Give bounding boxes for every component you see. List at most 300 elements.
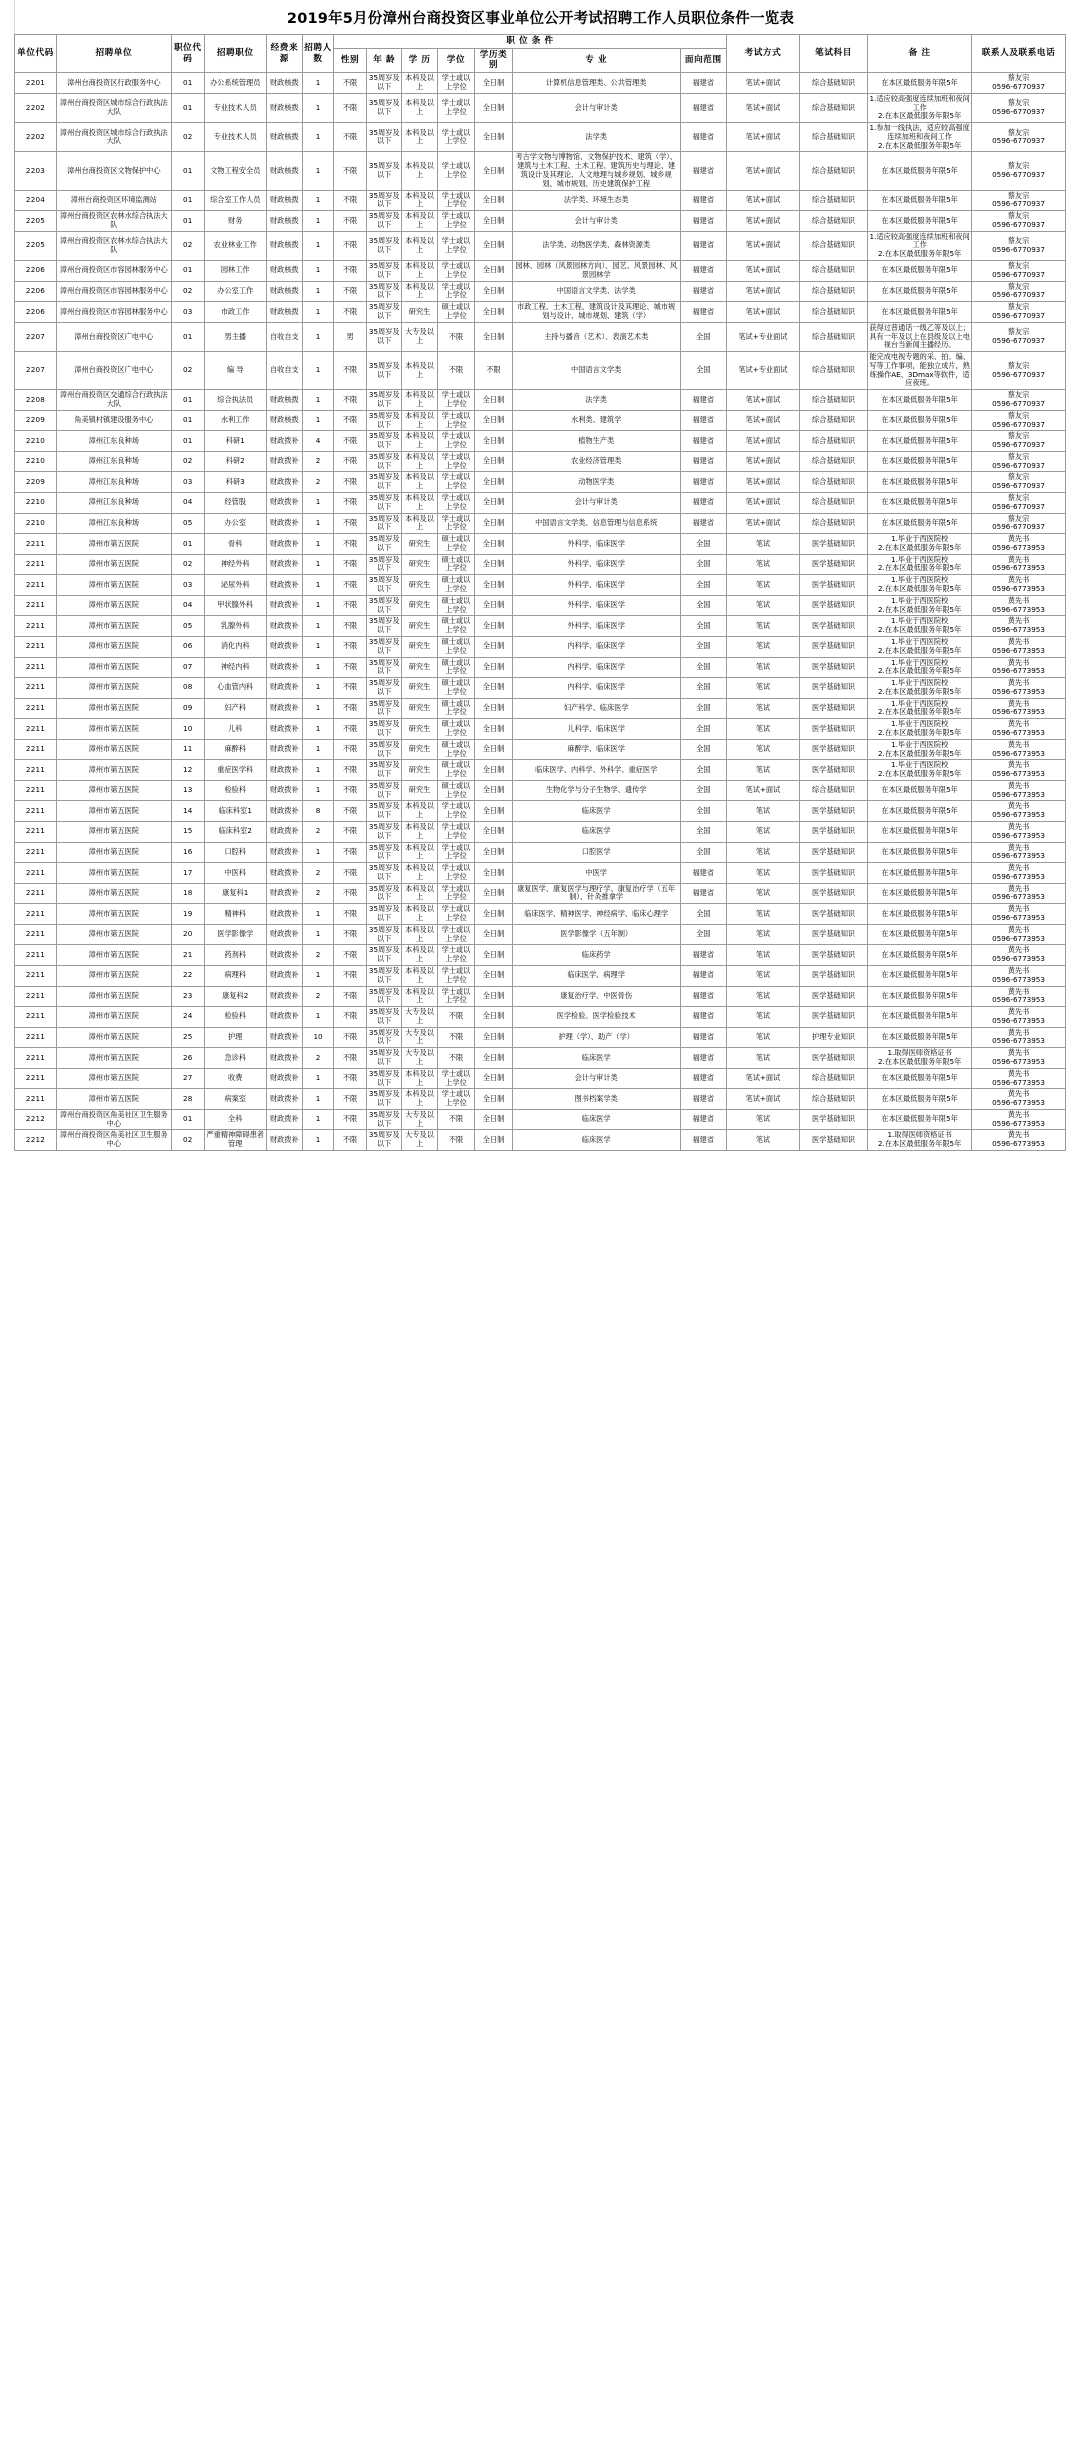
cell-education-type: 全日制 (475, 123, 513, 152)
cell-education-type: 全日制 (475, 322, 513, 351)
contact-phone: 0596-6773953 (992, 1036, 1045, 1046)
contact-name: 黄先书 (1007, 822, 1030, 832)
cell-sex: 不限 (333, 719, 366, 740)
cell-major: 外科学、临床医学 (512, 534, 680, 555)
contact-phone: 0596-6770937 (992, 460, 1045, 470)
cell-remarks: 在本区最低服务年限5年 (868, 842, 972, 863)
cell-sex: 不限 (333, 302, 366, 323)
cell-exam-method: 笔试 (726, 1130, 799, 1151)
cell-exam-method: 笔试 (726, 924, 799, 945)
cell-age: 35周岁及以下 (367, 431, 402, 452)
cell-major: 临床医学、内科学、外科学、重症医学 (512, 760, 680, 781)
cell-education-type: 全日制 (475, 1109, 513, 1130)
th-position-conditions-group: 职 位 条 件 (333, 35, 726, 49)
cell-degree: 学士或以上学位 (437, 1068, 475, 1089)
cell-position-name: 神经内科 (204, 657, 266, 678)
cell-education: 研究生 (402, 657, 437, 678)
cell-contact (972, 93, 1066, 122)
cell-remarks: 在本区最低服务年限5年 (868, 986, 972, 1007)
cell-funding-source: 财政核拨 (266, 281, 302, 302)
cell-remarks: 1.参加一线执法，适应较高强度连续加班和夜间工作 2.在本区最低服务年限5年 (868, 123, 972, 152)
cell-education-type: 全日制 (475, 616, 513, 637)
cell-major: 图书档案学类 (512, 1089, 680, 1110)
cell-position-code: 01 (171, 261, 204, 282)
cell-headcount: 2 (303, 451, 334, 472)
contact-name: 蔡友宗 (1007, 127, 1030, 137)
cell-funding-source: 财政拨补 (266, 554, 302, 575)
cell-funding-source: 财政核拨 (266, 152, 302, 190)
cell-age: 35周岁及以下 (367, 575, 402, 596)
cell-funding-source: 财政拨补 (266, 636, 302, 657)
cell-position-code: 01 (171, 410, 204, 431)
cell-written-subject: 医学基础知识 (799, 863, 867, 884)
table-row (15, 965, 1066, 986)
cell-funding-source: 财政核拨 (266, 390, 302, 411)
cell-education: 本科及以上 (402, 1068, 437, 1089)
cell-written-subject: 综合基础知识 (799, 1089, 867, 1110)
cell-position-code: 01 (171, 1109, 204, 1130)
cell-education: 本科及以上 (402, 190, 437, 211)
contact-name: 黄先书 (1007, 801, 1030, 811)
th-funding-source: 经费来源 (266, 35, 302, 73)
cell-scope: 福建省 (680, 1007, 726, 1028)
table-row (15, 322, 1066, 351)
cell-degree: 硕士或以上学位 (437, 616, 475, 637)
cell-funding-source: 财政拨补 (266, 534, 302, 555)
cell-written-subject: 综合基础知识 (799, 211, 867, 232)
cell-unit-code: 2211 (15, 1007, 57, 1028)
cell-position-code: 02 (171, 451, 204, 472)
cell-degree: 硕士或以上学位 (437, 760, 475, 781)
contact-phone: 0596-6770937 (992, 136, 1045, 146)
cell-education: 本科及以上 (402, 493, 437, 514)
cell-age: 35周岁及以下 (367, 1007, 402, 1028)
cell-remarks: 在本区最低服务年限5年 (868, 822, 972, 843)
cell-position-name: 医学影像学 (204, 924, 266, 945)
th-degree: 学位 (437, 48, 475, 72)
cell-headcount: 1 (303, 410, 334, 431)
cell-written-subject: 综合基础知识 (799, 152, 867, 190)
cell-position-code: 13 (171, 780, 204, 801)
cell-headcount: 1 (303, 390, 334, 411)
table-row (15, 451, 1066, 472)
cell-exam-method: 笔试 (726, 1109, 799, 1130)
cell-position-code: 01 (171, 190, 204, 211)
cell-headcount: 1 (303, 554, 334, 575)
cell-funding-source: 财政拨补 (266, 1007, 302, 1028)
cell-funding-source: 财政核拨 (266, 302, 302, 323)
cell-headcount: 1 (303, 616, 334, 637)
cell-degree: 不限 (437, 1007, 475, 1028)
cell-age: 35周岁及以下 (367, 190, 402, 211)
contact-phone: 0596-6773953 (992, 892, 1045, 902)
cell-age: 35周岁及以下 (367, 390, 402, 411)
cell-contact (972, 493, 1066, 514)
cell-funding-source: 财政拨补 (266, 1068, 302, 1089)
cell-unit-code: 2211 (15, 780, 57, 801)
table-row (15, 883, 1066, 904)
contact-name: 黄先书 (1007, 760, 1030, 770)
cell-written-subject: 综合基础知识 (799, 352, 867, 390)
cell-position-name: 检验科 (204, 1007, 266, 1028)
contact-phone: 0596-6773953 (992, 974, 1045, 984)
cell-education-type: 全日制 (475, 924, 513, 945)
cell-position-code: 03 (171, 472, 204, 493)
cell-degree: 学士或以上学位 (437, 73, 475, 94)
cell-unit-name: 漳州市第五医院 (56, 1007, 171, 1028)
cell-age: 35周岁及以下 (367, 924, 402, 945)
cell-age: 35周岁及以下 (367, 801, 402, 822)
cell-headcount: 1 (303, 1007, 334, 1028)
cell-contact (972, 760, 1066, 781)
contact-name: 黄先书 (1007, 965, 1030, 975)
cell-education: 研究生 (402, 760, 437, 781)
cell-position-name: 编 导 (204, 352, 266, 390)
cell-education-type: 全日制 (475, 211, 513, 232)
cell-exam-method: 笔试 (726, 801, 799, 822)
cell-position-code: 21 (171, 945, 204, 966)
cell-major: 医学检验、医学检验技术 (512, 1007, 680, 1028)
cell-education-type: 全日制 (475, 842, 513, 863)
cell-scope: 全国 (680, 616, 726, 637)
cell-scope: 全国 (680, 595, 726, 616)
cell-written-subject: 综合基础知识 (799, 780, 867, 801)
cell-funding-source: 财政拨补 (266, 822, 302, 843)
cell-education-type: 全日制 (475, 410, 513, 431)
cell-unit-code: 2210 (15, 513, 57, 534)
cell-degree: 不限 (437, 352, 475, 390)
cell-headcount: 1 (303, 1109, 334, 1130)
cell-exam-method: 笔试+面试 (726, 1089, 799, 1110)
cell-unit-name: 漳州江东良种场 (56, 472, 171, 493)
cell-position-code: 05 (171, 616, 204, 637)
cell-position-code: 16 (171, 842, 204, 863)
cell-education: 研究生 (402, 616, 437, 637)
cell-sex: 不限 (333, 924, 366, 945)
cell-unit-code: 2211 (15, 1048, 57, 1069)
cell-scope: 全国 (680, 822, 726, 843)
cell-position-code: 28 (171, 1089, 204, 1110)
cell-remarks: 在本区最低服务年限5年 (868, 302, 972, 323)
cell-sex: 不限 (333, 472, 366, 493)
cell-education: 本科及以上 (402, 472, 437, 493)
cell-education: 本科及以上 (402, 986, 437, 1007)
contact-phone: 0596-6770937 (992, 170, 1045, 180)
contact-phone: 0596-6770937 (992, 440, 1045, 450)
cell-written-subject: 医学基础知识 (799, 719, 867, 740)
cell-age: 35周岁及以下 (367, 152, 402, 190)
cell-education: 研究生 (402, 739, 437, 760)
cell-scope: 全国 (680, 698, 726, 719)
cell-position-name: 文物工程安全员 (204, 152, 266, 190)
cell-unit-name: 漳州江东良种场 (56, 431, 171, 452)
cell-education-type: 全日制 (475, 678, 513, 699)
cell-education-type: 全日制 (475, 883, 513, 904)
cell-sex: 不限 (333, 73, 366, 94)
th-major: 专 业 (512, 48, 680, 72)
cell-written-subject: 医学基础知识 (799, 842, 867, 863)
cell-sex: 不限 (333, 883, 366, 904)
cell-exam-method: 笔试 (726, 636, 799, 657)
cell-remarks: 1.毕业于西医院校 2.在本区最低服务年限5年 (868, 698, 972, 719)
cell-unit-name: 漳州市第五医院 (56, 863, 171, 884)
cell-scope: 全国 (680, 554, 726, 575)
contact-phone: 0596-6773953 (992, 830, 1045, 840)
table-row (15, 575, 1066, 596)
cell-contact (972, 431, 1066, 452)
contact-phone: 0596-6770937 (992, 290, 1045, 300)
cell-scope: 全国 (680, 801, 726, 822)
table-row (15, 231, 1066, 260)
cell-contact (972, 986, 1066, 1007)
cell-scope: 全国 (680, 924, 726, 945)
cell-remarks: 在本区最低服务年限5年 (868, 513, 972, 534)
cell-age: 35周岁及以下 (367, 965, 402, 986)
cell-education: 研究生 (402, 780, 437, 801)
cell-unit-name: 漳州市第五医院 (56, 616, 171, 637)
cell-scope: 福建省 (680, 1048, 726, 1069)
cell-education: 本科及以上 (402, 281, 437, 302)
cell-position-name: 临床科室1 (204, 801, 266, 822)
cell-education: 大专及以上 (402, 1109, 437, 1130)
cell-remarks: 在本区最低服务年限5年 (868, 1068, 972, 1089)
cell-funding-source: 财政拨补 (266, 883, 302, 904)
cell-written-subject: 综合基础知识 (799, 302, 867, 323)
cell-scope: 全国 (680, 904, 726, 925)
cell-headcount: 2 (303, 822, 334, 843)
cell-contact (972, 863, 1066, 884)
cell-exam-method: 笔试+面试 (726, 302, 799, 323)
cell-contact (972, 595, 1066, 616)
cell-sex: 不限 (333, 152, 366, 190)
cell-written-subject: 医学基础知识 (799, 616, 867, 637)
cell-exam-method: 笔试+面试 (726, 93, 799, 122)
cell-education: 本科及以上 (402, 352, 437, 390)
cell-contact (972, 322, 1066, 351)
contact-phone: 0596-6773953 (992, 871, 1045, 881)
contact-phone: 0596-6770937 (992, 269, 1045, 279)
cell-major: 计算机信息管理类、公共管理类 (512, 73, 680, 94)
cell-written-subject: 医学基础知识 (799, 636, 867, 657)
cell-written-subject: 综合基础知识 (799, 231, 867, 260)
table-row (15, 801, 1066, 822)
cell-major: 妇产科学、临床医学 (512, 698, 680, 719)
cell-position-code: 01 (171, 322, 204, 351)
contact-phone: 0596-6773953 (992, 995, 1045, 1005)
table-row (15, 842, 1066, 863)
table-row (15, 472, 1066, 493)
cell-education: 本科及以上 (402, 842, 437, 863)
cell-funding-source: 财政拨补 (266, 986, 302, 1007)
cell-written-subject: 护理专业知识 (799, 1027, 867, 1048)
cell-exam-method: 笔试 (726, 842, 799, 863)
cell-age: 35周岁及以下 (367, 863, 402, 884)
cell-unit-name: 漳州市第五医院 (56, 1068, 171, 1089)
cell-written-subject: 综合基础知识 (799, 123, 867, 152)
cell-age: 35周岁及以下 (367, 1068, 402, 1089)
cell-funding-source: 财政拨补 (266, 1089, 302, 1110)
cell-sex: 不限 (333, 1068, 366, 1089)
table-row (15, 302, 1066, 323)
cell-education-type: 全日制 (475, 945, 513, 966)
cell-sex: 不限 (333, 1027, 366, 1048)
cell-contact (972, 231, 1066, 260)
table-row (15, 73, 1066, 94)
cell-written-subject: 综合基础知识 (799, 190, 867, 211)
cell-education-type: 全日制 (475, 281, 513, 302)
cell-major: 中医学 (512, 863, 680, 884)
cell-position-code: 04 (171, 493, 204, 514)
cell-remarks: 在本区最低服务年限5年 (868, 1027, 972, 1048)
cell-funding-source: 财政拨补 (266, 801, 302, 822)
cell-contact (972, 451, 1066, 472)
cell-unit-code: 2211 (15, 863, 57, 884)
cell-education: 大专及以上 (402, 322, 437, 351)
cell-scope: 福建省 (680, 73, 726, 94)
th-unit-code: 单位代码 (15, 35, 57, 73)
cell-education-type: 全日制 (475, 1068, 513, 1089)
cell-remarks: 在本区最低服务年限5年 (868, 904, 972, 925)
cell-education: 本科及以上 (402, 904, 437, 925)
cell-scope: 全国 (680, 678, 726, 699)
cell-remarks: 1.毕业于西医院校 2.在本区最低服务年限5年 (868, 739, 972, 760)
cell-written-subject: 医学基础知识 (799, 657, 867, 678)
contact-phone: 0596-6770937 (992, 106, 1045, 116)
cell-scope: 福建省 (680, 152, 726, 190)
cell-headcount: 2 (303, 986, 334, 1007)
contact-phone: 0596-6770937 (992, 419, 1045, 429)
cell-unit-name: 漳州市第五医院 (56, 822, 171, 843)
cell-major: 中国语言文学类、法学类 (512, 281, 680, 302)
cell-written-subject: 医学基础知识 (799, 924, 867, 945)
table-row (15, 123, 1066, 152)
cell-headcount: 1 (303, 575, 334, 596)
cell-scope: 福建省 (680, 261, 726, 282)
cell-major: 农业经济管理类 (512, 451, 680, 472)
cell-education: 本科及以上 (402, 863, 437, 884)
cell-position-code: 01 (171, 211, 204, 232)
cell-education-type: 全日制 (475, 261, 513, 282)
cell-contact (972, 190, 1066, 211)
cell-unit-code: 2211 (15, 822, 57, 843)
cell-degree: 学士或以上学位 (437, 904, 475, 925)
cell-written-subject: 综合基础知识 (799, 93, 867, 122)
cell-unit-code: 2211 (15, 657, 57, 678)
cell-unit-name: 漳州台商投资区环境监测站 (56, 190, 171, 211)
cell-major: 植物生产类 (512, 431, 680, 452)
cell-funding-source: 财政拨补 (266, 780, 302, 801)
table-row (15, 152, 1066, 190)
cell-age: 35周岁及以下 (367, 883, 402, 904)
cell-education-type: 全日制 (475, 719, 513, 740)
cell-headcount: 1 (303, 924, 334, 945)
cell-position-name: 甲状腺外科 (204, 595, 266, 616)
cell-degree: 学士或以上学位 (437, 924, 475, 945)
table-row (15, 863, 1066, 884)
cell-remarks: 在本区最低服务年限5年 (868, 1109, 972, 1130)
cell-education: 大专及以上 (402, 1048, 437, 1069)
cell-age: 35周岁及以下 (367, 352, 402, 390)
contact-phone: 0596-6773953 (992, 645, 1045, 655)
cell-funding-source: 财政拨补 (266, 616, 302, 637)
cell-headcount: 1 (303, 595, 334, 616)
cell-headcount: 1 (303, 1130, 334, 1151)
cell-age: 35周岁及以下 (367, 322, 402, 351)
cell-major: 临床医学 (512, 1130, 680, 1151)
title-band (14, 0, 1066, 34)
contact-phone: 0596-6773953 (992, 604, 1045, 614)
cell-degree: 学士或以上学位 (437, 281, 475, 302)
cell-contact (972, 780, 1066, 801)
contact-name: 黄先书 (1007, 698, 1030, 708)
cell-contact (972, 965, 1066, 986)
cell-unit-name: 漳州台商投资区交通综合行政执法大队 (56, 390, 171, 411)
cell-scope: 福建省 (680, 451, 726, 472)
cell-education-type: 全日制 (475, 152, 513, 190)
cell-unit-code: 2211 (15, 1027, 57, 1048)
cell-sex: 不限 (333, 842, 366, 863)
cell-position-code: 12 (171, 760, 204, 781)
cell-headcount: 10 (303, 1027, 334, 1048)
cell-headcount: 2 (303, 883, 334, 904)
table-row (15, 1109, 1066, 1130)
cell-position-name: 泌尿外科 (204, 575, 266, 596)
cell-funding-source: 财政拨补 (266, 678, 302, 699)
cell-sex: 不限 (333, 261, 366, 282)
cell-position-code: 03 (171, 575, 204, 596)
cell-sex: 不限 (333, 698, 366, 719)
cell-exam-method: 笔试 (726, 863, 799, 884)
cell-unit-code: 2206 (15, 302, 57, 323)
cell-unit-code: 2211 (15, 575, 57, 596)
cell-scope: 福建省 (680, 93, 726, 122)
cell-contact (972, 1027, 1066, 1048)
contact-name: 黄先书 (1007, 595, 1030, 605)
th-sex: 性别 (333, 48, 366, 72)
cell-age: 35周岁及以下 (367, 822, 402, 843)
cell-position-code: 17 (171, 863, 204, 884)
cell-education: 研究生 (402, 636, 437, 657)
cell-scope: 福建省 (680, 1089, 726, 1110)
cell-major: 临床医学 (512, 1109, 680, 1130)
cell-degree: 学士或以上学位 (437, 231, 475, 260)
contact-name: 蔡友宗 (1007, 472, 1030, 482)
cell-education-type: 全日制 (475, 986, 513, 1007)
cell-position-name: 办公系统管理员 (204, 73, 266, 94)
cell-age: 35周岁及以下 (367, 760, 402, 781)
cell-position-name: 急诊科 (204, 1048, 266, 1069)
table-row (15, 760, 1066, 781)
cell-sex: 不限 (333, 390, 366, 411)
cell-remarks: 在本区最低服务年限5年 (868, 73, 972, 94)
cell-funding-source: 财政拨补 (266, 472, 302, 493)
contact-name: 黄先书 (1007, 657, 1030, 667)
cell-scope: 福建省 (680, 410, 726, 431)
cell-position-name: 儿科 (204, 719, 266, 740)
cell-exam-method: 笔试 (726, 534, 799, 555)
cell-exam-method: 笔试+面试 (726, 73, 799, 94)
cell-education: 研究生 (402, 302, 437, 323)
cell-position-name: 口腔科 (204, 842, 266, 863)
cell-position-code: 02 (171, 231, 204, 260)
cell-position-name: 办公室 (204, 513, 266, 534)
cell-position-name: 财务 (204, 211, 266, 232)
table-row (15, 431, 1066, 452)
contact-name: 蔡友宗 (1007, 281, 1030, 291)
cell-position-code: 15 (171, 822, 204, 843)
cell-remarks: 在本区最低服务年限5年 (868, 883, 972, 904)
contact-name: 蔡友宗 (1007, 493, 1030, 503)
